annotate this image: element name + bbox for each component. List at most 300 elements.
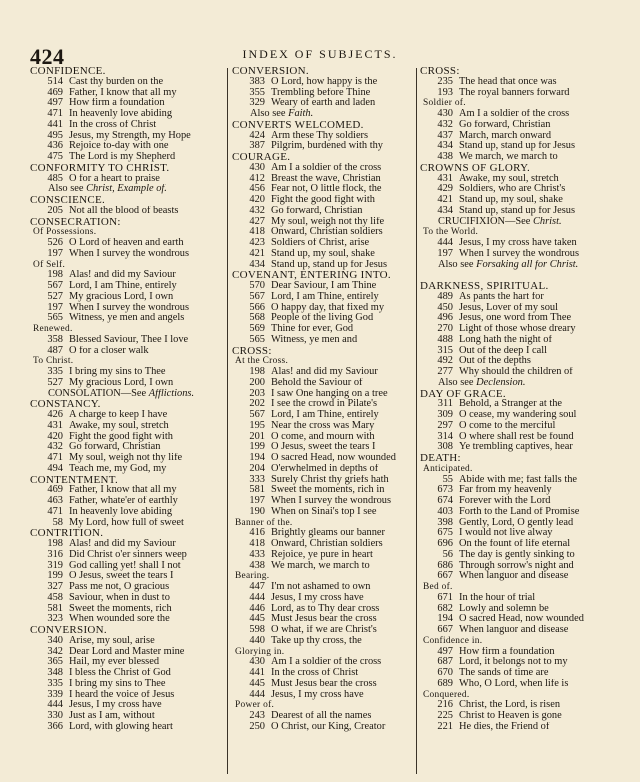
hymn-entry	[420, 625, 610, 636]
hymn-number: 309	[437, 410, 453, 420]
hymn-number: 446	[249, 603, 265, 614]
hymn-entry	[232, 561, 422, 572]
hymn-entry	[420, 152, 610, 163]
hymn-first-line: The day is gently sinking to	[459, 549, 575, 560]
hymn-entry	[420, 679, 610, 690]
hymn-entry	[232, 292, 422, 303]
hymn-number: 202	[249, 399, 265, 410]
hymn-first-line: Thine for ever, God	[271, 324, 354, 334]
hymn-number: 565	[47, 313, 63, 324]
hymn-first-line: Jesus, I my cross have taken	[459, 238, 577, 248]
hymn-entry	[420, 475, 610, 486]
cross-reference	[232, 109, 422, 120]
hymn-entry	[30, 582, 220, 593]
hymn-first-line: Stand up, stand up for Jesus	[459, 205, 576, 216]
hymn-entry	[30, 604, 220, 615]
cross-reference	[420, 260, 610, 271]
hymn-number: 197	[437, 248, 453, 259]
hymn-number: 566	[249, 302, 265, 313]
subtopic-heading: Bearing.	[235, 571, 270, 582]
hymn-entry	[232, 442, 422, 453]
hymn-first-line: O for a closer walk	[69, 345, 149, 356]
hymn-first-line: In heavenly love abiding	[69, 506, 173, 517]
topic-heading: CONVERSION.	[30, 625, 107, 636]
hymn-number: 436	[47, 141, 63, 152]
hymn-first-line: I see the crowd in Pilate's	[271, 399, 378, 410]
hymn-entry	[232, 238, 422, 249]
hymn-number: 319	[47, 560, 63, 571]
hymn-entry	[232, 485, 422, 496]
hymn-first-line: Far from my heavenly	[459, 485, 552, 496]
hymn-entry	[30, 711, 220, 722]
hymn-first-line: When I survey the wondrous	[271, 496, 392, 506]
subtopic-heading: At the Cross.	[235, 356, 289, 367]
hymn-entry	[420, 722, 610, 733]
hymn-first-line: Stand up, my soul, shake	[459, 195, 563, 205]
hymn-number: 598	[249, 625, 265, 635]
topic-heading: CROWNS OF GLORY.	[420, 162, 531, 174]
hymn-entry	[232, 98, 422, 109]
hymn-number: 200	[249, 377, 265, 388]
hymn-entry	[232, 324, 422, 335]
hymn-entry	[30, 485, 220, 496]
hymn-number: 434	[437, 141, 453, 152]
hymn-number: 418	[249, 227, 265, 238]
hymn-first-line: Christ, the Lord, is risen	[459, 700, 561, 711]
hymn-first-line: O cease, my wandering soul	[459, 410, 577, 420]
hymn-entry	[420, 195, 610, 206]
hymn-number: 430	[437, 109, 453, 119]
hymn-entry	[232, 496, 422, 507]
hymn-entry	[30, 690, 220, 701]
hymn-entry	[30, 98, 220, 109]
hymn-number: 463	[47, 496, 63, 506]
hymn-number: 434	[437, 205, 453, 216]
hymn-first-line: Breast the wave, Christian	[271, 173, 381, 184]
hymn-number: 471	[47, 453, 63, 463]
hymn-entry	[232, 636, 422, 647]
hymn-entry	[420, 335, 610, 346]
hymn-number: 56	[442, 549, 453, 560]
hymn-first-line: Go forward, Christian	[271, 205, 363, 216]
cross-reference-prefix: Also see	[48, 184, 87, 195]
subtopic-heading: Bed of.	[423, 582, 453, 592]
hymn-number: 194	[249, 453, 265, 463]
hymn-entry	[232, 593, 422, 604]
hymn-number: 526	[47, 238, 63, 248]
hymn-first-line: Abide with me; fast falls the	[459, 474, 578, 485]
hymn-number: 445	[249, 678, 265, 689]
hymn-entry	[232, 313, 422, 324]
hymn-entry	[30, 152, 220, 163]
hymn-entry	[420, 303, 610, 314]
hymn-first-line: Lord, it belongs not to my	[459, 657, 568, 668]
hymn-first-line: Jesus, Lover of my soul	[459, 302, 558, 313]
hymn-entry	[232, 657, 422, 668]
hymn-entry	[420, 141, 610, 152]
hymn-entry	[30, 432, 220, 443]
hymn-entry	[232, 195, 422, 206]
hymn-entry	[420, 604, 610, 615]
hymn-entry	[420, 120, 610, 131]
hymn-first-line: Lord, I am Thine, entirely	[271, 410, 379, 420]
hymn-entry	[30, 507, 220, 518]
hymn-entry	[30, 518, 220, 529]
hymn-entry	[232, 668, 422, 679]
hymn-entry	[30, 367, 220, 378]
hymn-entry	[420, 668, 610, 679]
hymn-number: 423	[249, 238, 265, 248]
hymn-number: 198	[47, 539, 63, 549]
hymn-entry	[420, 421, 610, 432]
hymn-first-line: My soul, weigh not thy life	[271, 216, 385, 227]
hymn-entry	[232, 303, 422, 314]
hymn-entry	[232, 131, 422, 142]
hymn-entry	[420, 410, 610, 421]
hymn-first-line: Awake, my soul, stretch	[69, 420, 169, 431]
hymn-entry	[30, 109, 220, 120]
hymn-entry	[420, 614, 610, 625]
hymn-first-line: O'erwhelmed in depths of	[271, 463, 379, 474]
column-rule-1	[227, 68, 228, 774]
hymn-first-line: O sacred Head, now wounded	[459, 614, 584, 625]
hymn-entry	[30, 561, 220, 572]
hymn-first-line: Through sorrow's night and	[459, 560, 574, 571]
topic-heading: CONTENTMENT.	[30, 474, 119, 486]
hymn-first-line: In heavenly love abiding	[69, 109, 173, 119]
hymn-number: 199	[47, 571, 63, 582]
hymn-entry	[30, 614, 220, 625]
hymn-first-line: Surely Christ thy griefs hath	[271, 474, 389, 485]
hymn-entry	[420, 647, 610, 658]
hymn-entry	[232, 690, 422, 701]
hymn-number: 430	[249, 162, 265, 173]
cross-reference-target: Christ, Example of.	[86, 184, 167, 195]
hymn-entry	[232, 528, 422, 539]
hymn-first-line: When languor and disease	[459, 625, 569, 635]
hymn-number: 485	[47, 173, 63, 184]
hymn-entry	[232, 453, 422, 464]
hymn-first-line: I saw One hanging on a tree	[271, 388, 388, 399]
hymn-entry	[420, 367, 610, 378]
hymn-entry	[420, 700, 610, 711]
hymn-first-line: Am I a soldier of the cross	[271, 162, 382, 173]
hymn-first-line: When I survey the wondrous	[459, 248, 580, 259]
hymn-number: 489	[437, 291, 453, 302]
hymn-number: 469	[47, 485, 63, 496]
hymn-first-line: O where shall rest be found	[459, 431, 574, 442]
hymn-entry	[232, 711, 422, 722]
hymn-entry	[30, 647, 220, 658]
hymn-number: 567	[47, 281, 63, 291]
hymn-first-line: I would not live alway	[459, 528, 553, 539]
hymn-number: 197	[47, 302, 63, 313]
hymn-first-line: Christ to Heaven is gone	[459, 711, 562, 721]
cross-reference	[420, 378, 610, 389]
cross-reference	[420, 217, 610, 228]
hymn-number: 458	[47, 592, 63, 603]
hymn-first-line: Rejoice, ye pure in heart	[271, 549, 373, 560]
hymn-first-line: I bless the Christ of God	[69, 668, 171, 678]
hymn-first-line: O come to the merciful	[459, 420, 556, 431]
subtopic-heading: To the World.	[423, 227, 479, 238]
hymn-first-line: March, march onward	[459, 130, 552, 141]
hymn-first-line: He dies, the Friend of	[459, 721, 550, 732]
hymn-entry	[30, 120, 220, 131]
hymn-first-line: Go forward, Christian	[459, 119, 551, 130]
hymn-first-line: Onward, Christian soldiers	[271, 539, 383, 549]
hymn-number: 447	[249, 582, 265, 592]
hymn-number: 235	[437, 76, 453, 87]
hymn-number: 323	[47, 614, 63, 625]
hymn-number: 358	[47, 334, 63, 345]
hymn-first-line: Sweet the moments, rich in	[271, 485, 385, 496]
hymn-first-line: O Jesus, sweet the tears I	[271, 442, 376, 453]
hymn-first-line: Jesus, I my cross have	[271, 689, 364, 700]
hymn-first-line: I'm not ashamed to own	[271, 582, 371, 592]
hymn-first-line: Stand up, stand up for Jesus	[271, 259, 388, 270]
cross-reference-target: Declension.	[476, 377, 526, 388]
hymn-first-line: Weary of earth and laden	[271, 98, 376, 109]
hymn-first-line: Near the cross was Mary	[271, 420, 375, 431]
hymn-first-line: Hail, my ever blessed	[69, 657, 160, 668]
hymn-number: 444	[437, 238, 453, 248]
hymn-number: 197	[47, 248, 63, 259]
hymn-number: 297	[437, 420, 453, 431]
hymn-number: 497	[437, 646, 453, 657]
hymn-number: 469	[47, 87, 63, 98]
hymn-number: 387	[249, 141, 265, 152]
hymn-first-line: Sweet the moments, rich	[69, 603, 172, 614]
hymn-first-line: O Lord, how happy is the	[271, 76, 378, 87]
hymn-number: 335	[47, 678, 63, 689]
hymn-first-line: In the cross of Christ	[271, 668, 359, 678]
hymn-entry	[420, 292, 610, 303]
hymn-first-line: Just as I am, without	[69, 711, 155, 721]
hymn-number: 487	[47, 345, 63, 356]
hymn-first-line: Long hath the night of	[459, 334, 552, 345]
hymn-entry	[232, 464, 422, 475]
hymn-entry	[420, 593, 610, 604]
hymn-first-line: Soldiers of Christ, arise	[271, 238, 370, 248]
hymn-entry	[420, 399, 610, 410]
hymn-number: 198	[249, 367, 265, 377]
hymn-entry	[30, 281, 220, 292]
hymn-entry	[232, 679, 422, 690]
hymn-entry	[30, 313, 220, 324]
cross-reference-target: Forsaking all for Christ.	[476, 259, 579, 270]
hymn-first-line: Why should the children of	[459, 367, 573, 377]
subtopic-heading: To Christ.	[33, 356, 74, 367]
topic-heading: DEATH:	[420, 453, 461, 464]
topic-heading: DARKNESS, SPIRITUAL.	[420, 281, 549, 292]
hymn-number: 667	[437, 571, 453, 582]
hymn-first-line: Dearest of all the names	[271, 711, 372, 721]
hymn-first-line: Saviour, when in dust to	[69, 592, 170, 603]
hymn-number: 355	[249, 87, 265, 98]
hymn-number: 581	[47, 603, 63, 614]
hymn-number: 527	[47, 291, 63, 302]
hymn-first-line: Take up thy cross, the	[271, 635, 362, 646]
hymn-number: 567	[249, 410, 265, 420]
hymn-entry	[232, 421, 422, 432]
hymn-first-line: Rejoice to-day with one	[69, 141, 169, 152]
hymn-entry	[420, 711, 610, 722]
hymn-entry	[232, 141, 422, 152]
hymn-number: 203	[249, 388, 265, 399]
hymn-number: 492	[437, 356, 453, 367]
hymn-entry	[30, 453, 220, 464]
hymn-first-line: Onward, Christian soldiers	[271, 227, 383, 238]
hymn-entry	[420, 485, 610, 496]
hymn-first-line: When I survey the wondrous	[69, 302, 190, 313]
hymn-entry	[232, 77, 422, 88]
hymn-entry	[420, 539, 610, 550]
hymn-number: 383	[249, 76, 265, 87]
hymn-number: 314	[437, 431, 453, 442]
hymn-entry	[30, 238, 220, 249]
hymn-first-line: Dear Saviour, I am Thine	[271, 281, 377, 291]
hymn-number: 199	[249, 442, 265, 453]
hymn-first-line: Teach me, my God, my	[69, 463, 167, 474]
hymn-number: 569	[249, 324, 265, 334]
hymn-first-line: Am I a soldier of the cross	[459, 109, 570, 119]
hymn-number: 221	[437, 721, 453, 732]
hymn-first-line: O happy day, that fixed my	[271, 302, 385, 313]
hymn-first-line: A charge to keep I have	[69, 410, 168, 420]
hymn-number: 195	[249, 420, 265, 431]
hymn-entry	[420, 528, 610, 539]
hymn-entry	[30, 539, 220, 550]
subtopic-heading: Anticipated.	[423, 463, 473, 474]
hymn-entry	[420, 346, 610, 357]
hymn-entry	[420, 184, 610, 195]
hymn-entry	[30, 421, 220, 432]
hymn-first-line: The Lord is my Shepherd	[69, 152, 176, 162]
hymn-number: 340	[47, 635, 63, 646]
hymn-entry	[30, 496, 220, 507]
hymn-number: 432	[47, 442, 63, 453]
hymn-first-line: When languor and disease	[459, 571, 569, 582]
subtopic-heading: Soldier of.	[423, 98, 466, 109]
hymn-number: 427	[249, 216, 265, 227]
hymn-number: 418	[249, 539, 265, 549]
hymn-number: 437	[437, 130, 453, 141]
hymn-number: 441	[249, 668, 265, 678]
hymn-entry	[232, 399, 422, 410]
hymn-entry	[420, 571, 610, 582]
hymn-number: 412	[249, 173, 265, 184]
hymn-entry	[232, 227, 422, 238]
hymn-first-line: Jesus, one word from Thee	[459, 313, 572, 324]
hymn-number: 432	[249, 205, 265, 216]
hymn-entry	[232, 625, 422, 636]
hymn-first-line: Gently, Lord, O gently lead	[459, 517, 574, 528]
topic-heading: CONSTANCY.	[30, 399, 101, 410]
hymn-number: 403	[437, 506, 453, 517]
hymn-entry	[30, 464, 220, 475]
hymn-number: 696	[437, 539, 453, 549]
subtopic-heading: Conquered.	[423, 689, 470, 700]
hymn-number: 429	[437, 184, 453, 195]
hymn-first-line: Not all the blood of beasts	[69, 205, 179, 216]
hymn-entry	[232, 217, 422, 228]
hymn-number: 568	[249, 313, 265, 324]
hymn-entry	[420, 442, 610, 453]
hymn-entry	[30, 303, 220, 314]
hymn-first-line: When on Sinai's top I see	[271, 506, 377, 517]
hymn-number: 277	[437, 367, 453, 377]
hymn-entry	[232, 367, 422, 378]
cross-reference-prefix: Also see	[250, 109, 289, 119]
hymn-number: 205	[47, 205, 63, 216]
hymn-first-line: People of the living God	[271, 313, 374, 324]
hymn-first-line: Alas! and did my Saviour	[271, 367, 378, 377]
hymn-entry	[232, 614, 422, 625]
cross-reference-target: Christ.	[532, 216, 562, 227]
hymn-number: 444	[47, 700, 63, 711]
hymn-number: 420	[47, 431, 63, 442]
hymn-number: 204	[249, 463, 265, 474]
hymn-entry	[232, 174, 422, 185]
cross-reference-target: Afflictions.	[148, 388, 195, 399]
hymn-number: 55	[442, 474, 453, 485]
hymn-number: 438	[249, 560, 265, 571]
cross-reference-prefix: Also see	[438, 377, 477, 388]
hymn-number: 58	[52, 517, 63, 528]
hymn-first-line: Must Jesus bear the cross	[271, 614, 377, 625]
hymn-first-line: O what, if we are Christ's	[271, 625, 377, 635]
hymn-first-line: Arise, my soul, arise	[69, 635, 155, 646]
hymn-number: 567	[249, 291, 265, 302]
hymn-entry	[30, 88, 220, 99]
hymn-first-line: We march, we march to	[271, 560, 370, 571]
topic-heading: COURAGE.	[232, 152, 291, 163]
hymn-first-line: In the cross of Christ	[69, 119, 157, 130]
hymn-number: 675	[437, 528, 453, 539]
hymn-entry	[232, 475, 422, 486]
subtopic-heading: Confidence in.	[423, 635, 483, 646]
topic-heading: CONVERTS WELCOMED.	[232, 119, 364, 131]
hymn-first-line: Lord, with glowing heart	[69, 721, 173, 732]
topic-heading: CONSCIENCE.	[30, 195, 106, 206]
hymn-number: 471	[47, 506, 63, 517]
hymn-first-line: Pass me not, O gracious	[69, 582, 170, 592]
index-column-1	[30, 66, 220, 733]
hymn-first-line: Lord, I am Thine, entirely	[69, 281, 177, 291]
hymn-first-line: Dear Lord and Master mine	[69, 646, 185, 657]
hymn-first-line: Witness, ye men and angels	[69, 313, 185, 324]
hymn-first-line: My gracious Lord, I own	[69, 291, 174, 302]
hymn-entry	[232, 432, 422, 443]
hymn-entry	[420, 206, 610, 217]
hymn-first-line: Ye trembling captives, hear	[459, 442, 573, 453]
hymn-first-line: When I survey the wondrous	[69, 248, 190, 259]
hymn-first-line: Jesus, my Strength, my Hope	[69, 130, 191, 141]
topic-heading: CONVERSION.	[232, 66, 309, 77]
cross-reference	[30, 389, 220, 400]
hymn-number: 565	[249, 334, 265, 345]
hymn-entry	[420, 657, 610, 668]
hymn-first-line: The head that once was	[459, 76, 557, 87]
hymn-first-line: Fear not, O little flock, the	[271, 184, 382, 195]
hymn-number: 456	[249, 184, 265, 195]
hymn-first-line: As pants the hart for	[459, 291, 544, 302]
hymn-number: 197	[249, 496, 265, 506]
hymn-number: 316	[47, 549, 63, 560]
hymn-first-line: Fight the good fight with	[271, 195, 375, 205]
hymn-entry	[30, 77, 220, 88]
